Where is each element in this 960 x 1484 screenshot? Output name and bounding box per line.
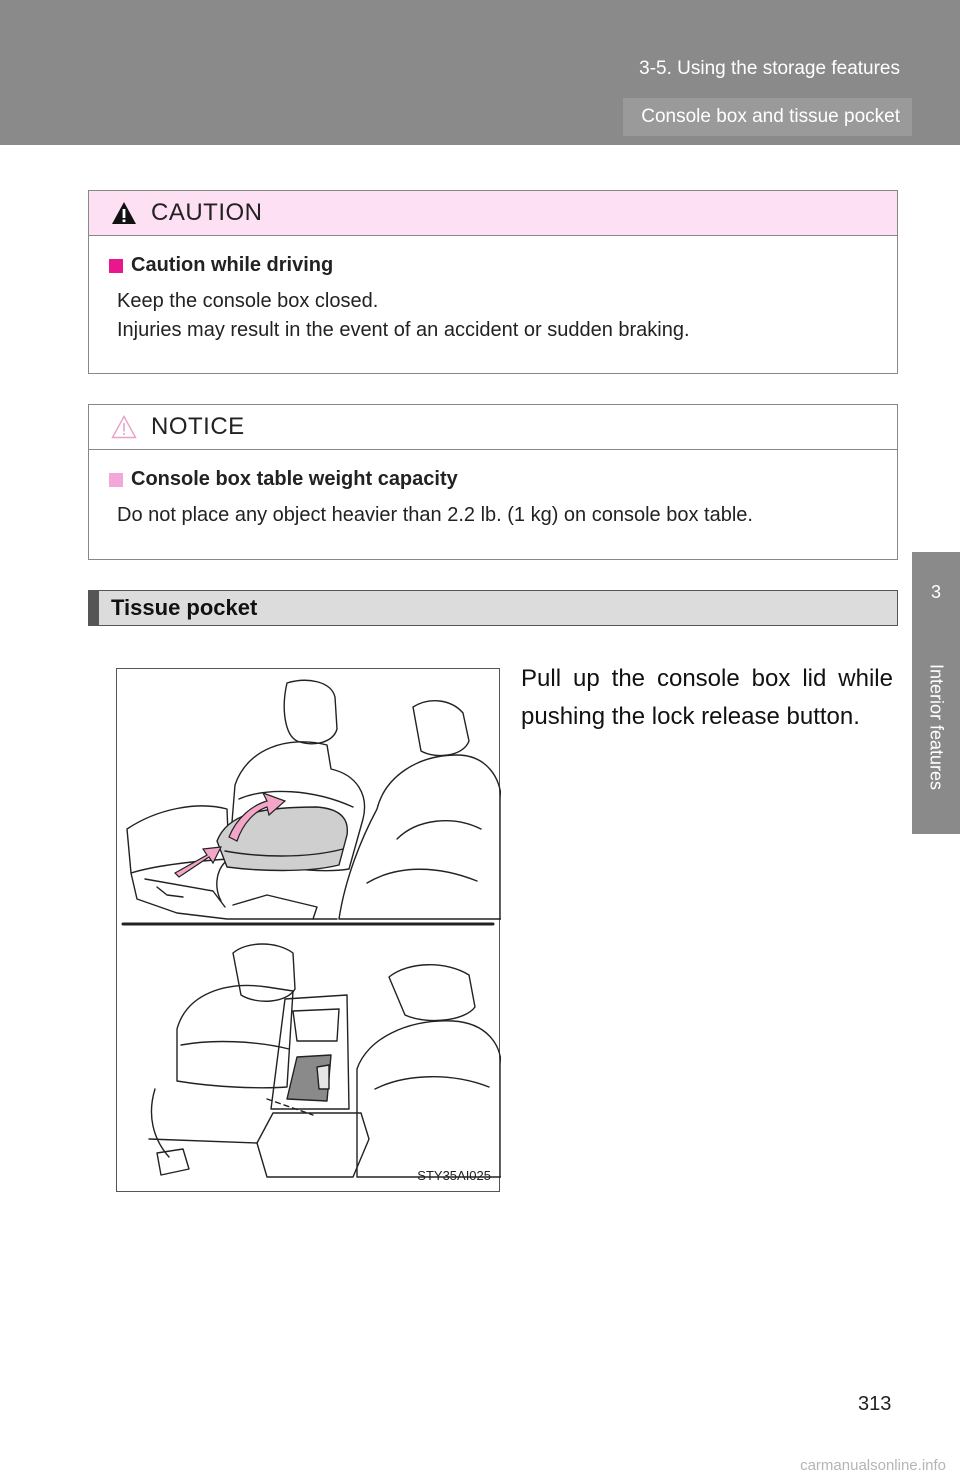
chapter-number: 3 <box>930 582 941 602</box>
instruction-text: Pull up the console box lid while pushing the lock release button. <box>521 665 893 730</box>
caution-box <box>88 190 898 374</box>
page-header <box>0 0 960 145</box>
notice-text <box>117 501 877 530</box>
caution-item-title <box>109 254 877 277</box>
caution-text <box>117 287 877 345</box>
page-number: 313 <box>858 1393 892 1415</box>
notice-title: NOTICE <box>151 413 245 440</box>
caution-item-title-text: Caution while driving <box>131 254 334 276</box>
caution-header <box>89 191 897 236</box>
header-subtitle-bar <box>623 98 912 136</box>
notice-header <box>89 405 897 450</box>
watermark: carmanualsonline.info <box>800 1457 946 1474</box>
header-subtitle: Console box and tissue pocket <box>641 106 900 127</box>
notice-box <box>88 404 898 560</box>
header-section-title: 3-5. Using the storage features <box>639 58 900 79</box>
section-heading-bar <box>88 590 898 626</box>
caution-title: CAUTION <box>151 199 263 226</box>
notice-item-title <box>109 468 877 491</box>
caution-line: Keep the console box closed. <box>117 290 379 312</box>
chapter-side-tab <box>912 552 960 834</box>
console-box-drawing <box>117 669 501 1193</box>
square-bullet-icon <box>109 473 123 487</box>
caution-line: Injuries may result in the event of an accident or sudden braking. <box>117 319 690 341</box>
notice-warning-icon <box>111 415 137 439</box>
console-box-illustration <box>116 668 500 1192</box>
notice-line: Do not place any object heavier than 2.2 lb. (1 kg) on console box table. <box>117 504 753 526</box>
warning-icon <box>111 201 137 225</box>
square-bullet-icon <box>109 259 123 273</box>
figure-code: STY35AI025 <box>417 1168 491 1183</box>
section-title: Tissue pocket <box>111 595 258 620</box>
chapter-label: Interior features <box>926 663 947 791</box>
notice-item-title-text: Console box table weight capacity <box>131 468 458 490</box>
